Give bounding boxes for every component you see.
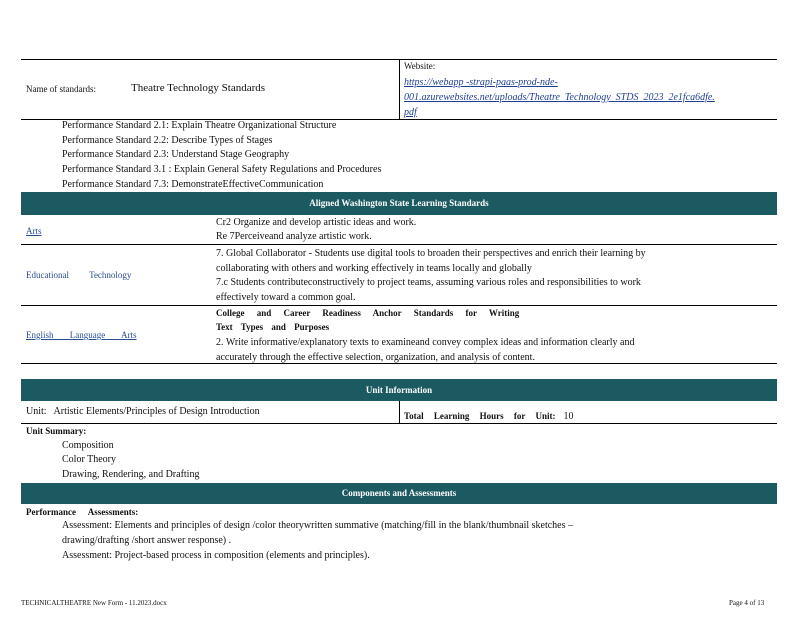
bullet-icon bbox=[44, 521, 50, 530]
performance-standard-item: Performance Standard 2.3: Understand Stage Geography bbox=[62, 149, 290, 160]
bullet-icon bbox=[44, 136, 50, 145]
performance-standard-item: Performance Standard 7.3: DemonstrateEffectiveCommunication bbox=[62, 179, 324, 190]
website-link[interactable] bbox=[404, 75, 774, 120]
unit-row-divider bbox=[399, 401, 400, 423]
components-header: Components and Assessments bbox=[21, 483, 777, 504]
assessment-item-line: Assessment: Project-based process in composition (elements and principles). bbox=[62, 550, 370, 561]
website-label: Website: bbox=[404, 61, 436, 71]
assessment-item-line: Assessment: Elements and principles of design /color theorywritten summative (matching/fill in the blank/thumbnail sketches – bbox=[62, 520, 574, 531]
assessment-item-line: drawing/drafting /short answer response) . bbox=[62, 535, 232, 546]
ela-text-types-heading: Text Types and Purposes bbox=[216, 322, 330, 332]
arts-link[interactable]: Arts bbox=[26, 226, 42, 236]
bullet-icon bbox=[44, 180, 50, 189]
unit-information-header: Unit Information bbox=[21, 379, 777, 401]
website-link-line-1[interactable]: https://webapp -strapi-paas-prod-nde- bbox=[404, 77, 558, 88]
unit-row-border bbox=[21, 423, 777, 424]
ela-link[interactable]: English Language Arts bbox=[26, 330, 137, 340]
edtech-standard-line: 7.c Students contributeconstructively to project teams, assuming various roles and responsibilities to work bbox=[216, 277, 641, 288]
bullet-icon bbox=[44, 551, 50, 560]
edtech-standard-line: 7. Global Collaborator - Students use digital tools to broaden their perspectives and enrich their learning by bbox=[216, 248, 646, 259]
arts-standards bbox=[216, 216, 416, 244]
ela-standards bbox=[216, 307, 772, 365]
bullet-icon bbox=[44, 455, 50, 464]
arts-row-border bbox=[21, 244, 777, 245]
bullet-icon bbox=[44, 150, 50, 159]
unit-name: Artistic Elements/Principles of Design Introduction bbox=[53, 406, 260, 417]
unit-summary-item: Drawing, Rendering, and Drafting bbox=[62, 469, 200, 480]
arts-standard-line: Cr2 Organize and develop artistic ideas and work. bbox=[216, 217, 417, 228]
unit-summary-label: Unit Summary: bbox=[26, 426, 87, 436]
edtech-row-border bbox=[21, 305, 777, 306]
bullet-icon bbox=[44, 121, 50, 130]
footer-filename: TECHNICALTHEATRE New Form - 11.2023.docx bbox=[21, 599, 167, 607]
standards-name: Theatre Technology Standards bbox=[131, 82, 266, 94]
footer-page-number: Page 4 of 13 bbox=[729, 599, 765, 607]
performance-standard-item: Performance Standard 3.1 : Explain General Safety Regulations and Procedures bbox=[62, 164, 382, 175]
website-link-line-2[interactable]: 001.azurewebsites.net/uploads/Theatre_Technology_STDS_2023_2e1fca6dfe. bbox=[404, 92, 715, 103]
bullet-icon bbox=[44, 441, 50, 450]
unit-summary-item: Composition bbox=[62, 440, 114, 451]
hours-value: 10 bbox=[563, 411, 574, 422]
performance-standard-item: Performance Standard 2.2: Describe Types of Stages bbox=[62, 135, 273, 146]
arts-standard-line: Re 7Perceiveand analyze artistic work. bbox=[216, 231, 372, 242]
website-link-line-3[interactable]: pdf bbox=[404, 107, 417, 118]
bullet-icon bbox=[44, 470, 50, 479]
hours-line bbox=[404, 406, 574, 424]
performance-standard-item: Performance Standard 2.1: Explain Theatre Organizational Structure bbox=[62, 120, 337, 131]
performance-assessments-label: Performance Assessments: bbox=[26, 507, 139, 517]
standards-label: Name of standards: bbox=[26, 84, 96, 94]
unit-summary-item: Color Theory bbox=[62, 454, 116, 465]
ela-standard-line: accurately through the effective selection, organization, and analysis of content. bbox=[216, 352, 535, 363]
unit-line bbox=[26, 406, 260, 417]
aligned-standards-header: Aligned Washington State Learning Standards bbox=[21, 192, 777, 215]
ela-standard-line: 2. Write informative/explanatory texts to examineand convey complex ideas and information clearly and bbox=[216, 337, 635, 348]
top-table-divider bbox=[399, 59, 400, 119]
edtech-standard-line: collaborating with others and working effectively in teams locally and globally bbox=[216, 262, 532, 274]
ela-anchor-heading: College and Career Readiness Anchor Standards for Writing bbox=[216, 308, 520, 318]
edtech-standards bbox=[216, 247, 772, 305]
unit-label: Unit: bbox=[26, 406, 47, 417]
hours-label: Total Learning Hours for Unit: bbox=[404, 411, 556, 421]
edtech-label: Educational Technology bbox=[26, 270, 132, 280]
bullet-icon bbox=[44, 165, 50, 174]
edtech-standard-line: effectively toward a common goal. bbox=[216, 291, 356, 303]
